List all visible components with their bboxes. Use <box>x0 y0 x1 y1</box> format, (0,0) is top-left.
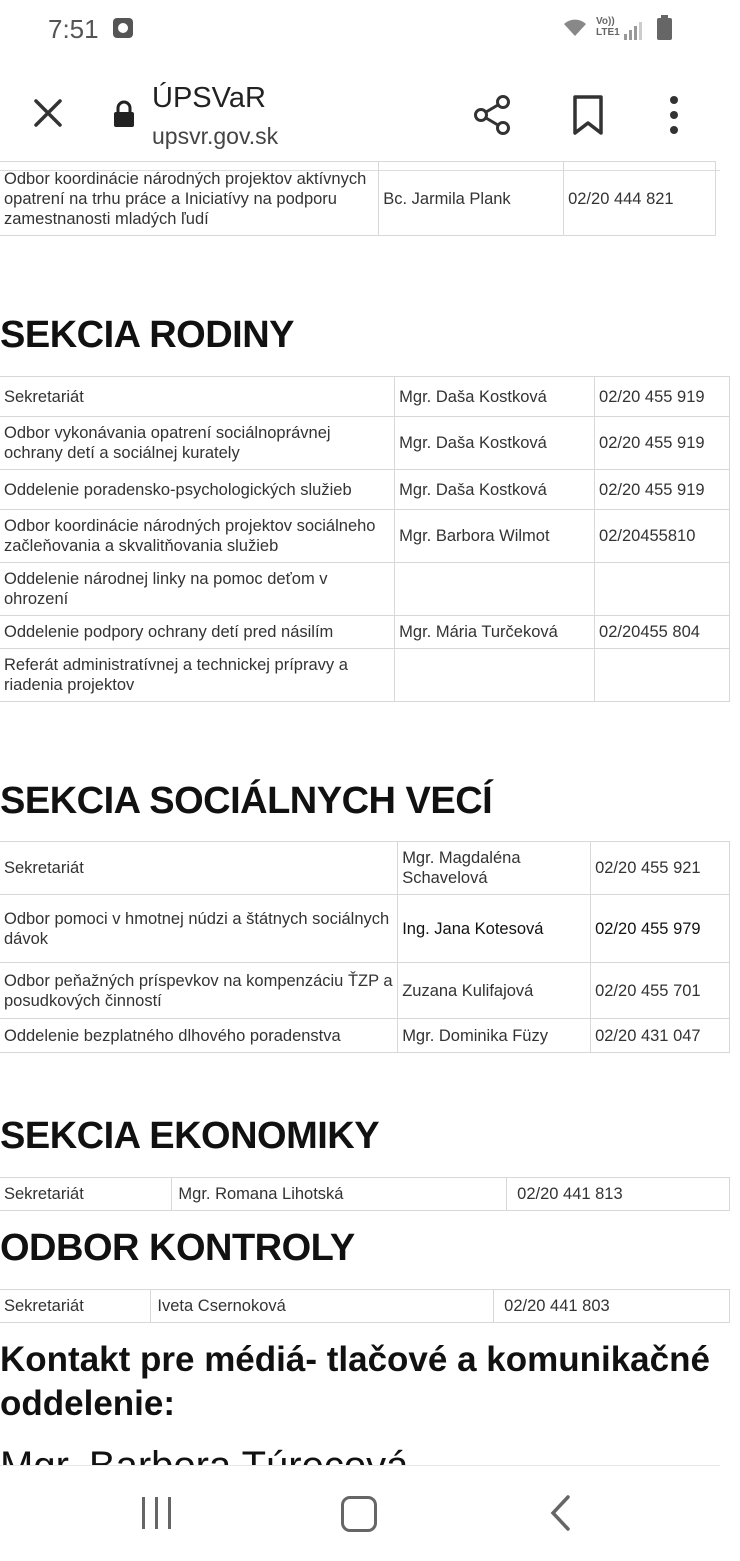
lock-icon[interactable] <box>113 100 135 128</box>
phone-cell[interactable]: 02/20 455 919 <box>595 417 730 470</box>
phone-cell[interactable]: 02/20 455 919 <box>595 377 730 417</box>
unit-cell: Oddelenie národnej linky na pomoc deťom v ohrození <box>0 563 395 616</box>
unit-cell: Oddelenie bezplatného dlhového poradenstva <box>0 1019 398 1053</box>
name-cell: Mgr. Daša Kostková <box>395 417 595 470</box>
phone-cell[interactable]: 02/20455 804 <box>595 616 730 649</box>
table-row <box>0 649 730 702</box>
socialnych-table <box>0 841 730 1053</box>
share-icon[interactable] <box>470 93 514 137</box>
table-row <box>0 417 730 470</box>
system-navigation-bar <box>0 1465 720 1561</box>
phone-cell[interactable]: 02/20 444 821 <box>564 162 716 236</box>
section-heading-socialnych: SEKCIA SOCIÁLNYCH VECÍ <box>0 780 493 822</box>
status-time: 7:51 <box>48 14 99 44</box>
status-bar <box>0 0 720 60</box>
section-heading-kontroly: ODBOR KONTROLY <box>0 1227 355 1269</box>
table-row <box>0 616 730 649</box>
page-content <box>0 171 720 1465</box>
bookmark-icon[interactable] <box>570 93 606 137</box>
table-row <box>0 1178 730 1211</box>
table-row <box>0 1290 730 1323</box>
rodiny-table <box>0 376 730 702</box>
unit-cell: Sekretariát <box>0 1178 172 1211</box>
table-row <box>0 563 730 616</box>
name-cell: Iveta Csernoková <box>151 1290 494 1323</box>
phone-cell[interactable]: 02/20 441 813 <box>507 1178 730 1211</box>
phone-cell[interactable]: 02/20 455 979 <box>591 895 730 963</box>
phone-cell[interactable]: 02/20 455 919 <box>595 470 730 510</box>
phone-cell[interactable] <box>595 563 730 616</box>
unit-cell: Odbor koordinácie národných projektov aktívnych opatrení na trhu práce a Iniciatívy na podporu zamestnanosti mladých ľudí <box>0 162 379 236</box>
name-cell: Bc. Jarmila Plank <box>379 162 564 236</box>
name-cell: Zuzana Kulifajová <box>398 963 591 1019</box>
phone-cell[interactable]: 02/20 431 047 <box>591 1019 730 1053</box>
unit-cell: Odbor koordinácie národných projektov sociálneho začleňovania a skvalitňovania služieb <box>0 510 395 563</box>
screen-recorder-icon <box>113 18 133 38</box>
table-row <box>0 470 730 510</box>
ekonomiky-table <box>0 1177 730 1211</box>
table-row <box>0 377 730 417</box>
unit-cell: Sekretariát <box>0 1290 151 1323</box>
kontroly-table <box>0 1289 730 1323</box>
name-cell: Mgr. Magdaléna Schavelová <box>398 842 591 895</box>
page-title: ÚPSVaR <box>152 82 266 114</box>
wifi-icon <box>562 18 588 44</box>
table-row <box>0 963 730 1019</box>
name-cell <box>395 649 595 702</box>
media-contact-heading: Kontakt pre médiá- tlačové a komunikačné oddelenie: <box>0 1340 710 1423</box>
network-type-label: Vo)) LTE1 <box>596 16 620 38</box>
phone-cell[interactable]: 02/20 455 921 <box>591 842 730 895</box>
battery-icon <box>657 18 672 40</box>
browser-toolbar <box>0 60 720 171</box>
close-icon[interactable] <box>30 95 66 131</box>
section-heading-ekonomiky: SEKCIA EKONOMIKY <box>0 1115 380 1157</box>
name-cell: Mgr. Mária Turčeková <box>395 616 595 649</box>
top-contact-table <box>0 161 716 236</box>
phone-cell[interactable]: 02/20 441 803 <box>494 1290 730 1323</box>
name-cell <box>395 563 595 616</box>
phone-cell[interactable]: 02/20 455 701 <box>591 963 730 1019</box>
name-cell: Mgr. Romana Lihotská <box>172 1178 507 1211</box>
table-row <box>0 842 730 895</box>
unit-cell: Referát administratívnej a technickej prípravy a riadenia projektov <box>0 649 395 702</box>
unit-cell: Sekretariát <box>0 377 395 417</box>
more-options-icon[interactable] <box>664 93 684 137</box>
name-cell: Mgr. Daša Kostková <box>395 377 595 417</box>
name-cell: Ing. Jana Kotesová <box>398 895 591 963</box>
unit-cell: Oddelenie poradensko-psychologických služieb <box>0 470 395 510</box>
unit-cell: Odbor vykonávania opatrení sociálnoprávnej ochrany detí a sociálnej kurately <box>0 417 395 470</box>
table-row <box>0 162 716 236</box>
phone-cell[interactable]: 02/20455810 <box>595 510 730 563</box>
back-icon[interactable] <box>548 1494 572 1532</box>
table-row <box>0 510 730 563</box>
unit-cell: Sekretariát <box>0 842 398 895</box>
name-cell: Mgr. Daša Kostková <box>395 470 595 510</box>
home-icon[interactable] <box>341 1496 377 1532</box>
name-cell: Mgr. Dominika Füzy <box>398 1019 591 1053</box>
table-row <box>0 895 730 963</box>
unit-cell: Odbor peňažných príspevkov na kompenzáciu ŤZP a posudkových činností <box>0 963 398 1019</box>
url-text[interactable]: upsvr.gov.sk <box>152 123 279 149</box>
name-cell: Mgr. Barbora Wilmot <box>395 510 595 563</box>
unit-cell: Odbor pomoci v hmotnej núdzi a štátnych sociálnych dávok <box>0 895 398 963</box>
recent-apps-icon[interactable] <box>140 1497 174 1529</box>
section-heading-rodiny: SEKCIA RODINY <box>0 314 295 356</box>
table-row <box>0 1019 730 1053</box>
phone-cell[interactable] <box>595 649 730 702</box>
signal-icon <box>624 20 646 40</box>
unit-cell: Oddelenie podpory ochrany detí pred násilím <box>0 616 395 649</box>
